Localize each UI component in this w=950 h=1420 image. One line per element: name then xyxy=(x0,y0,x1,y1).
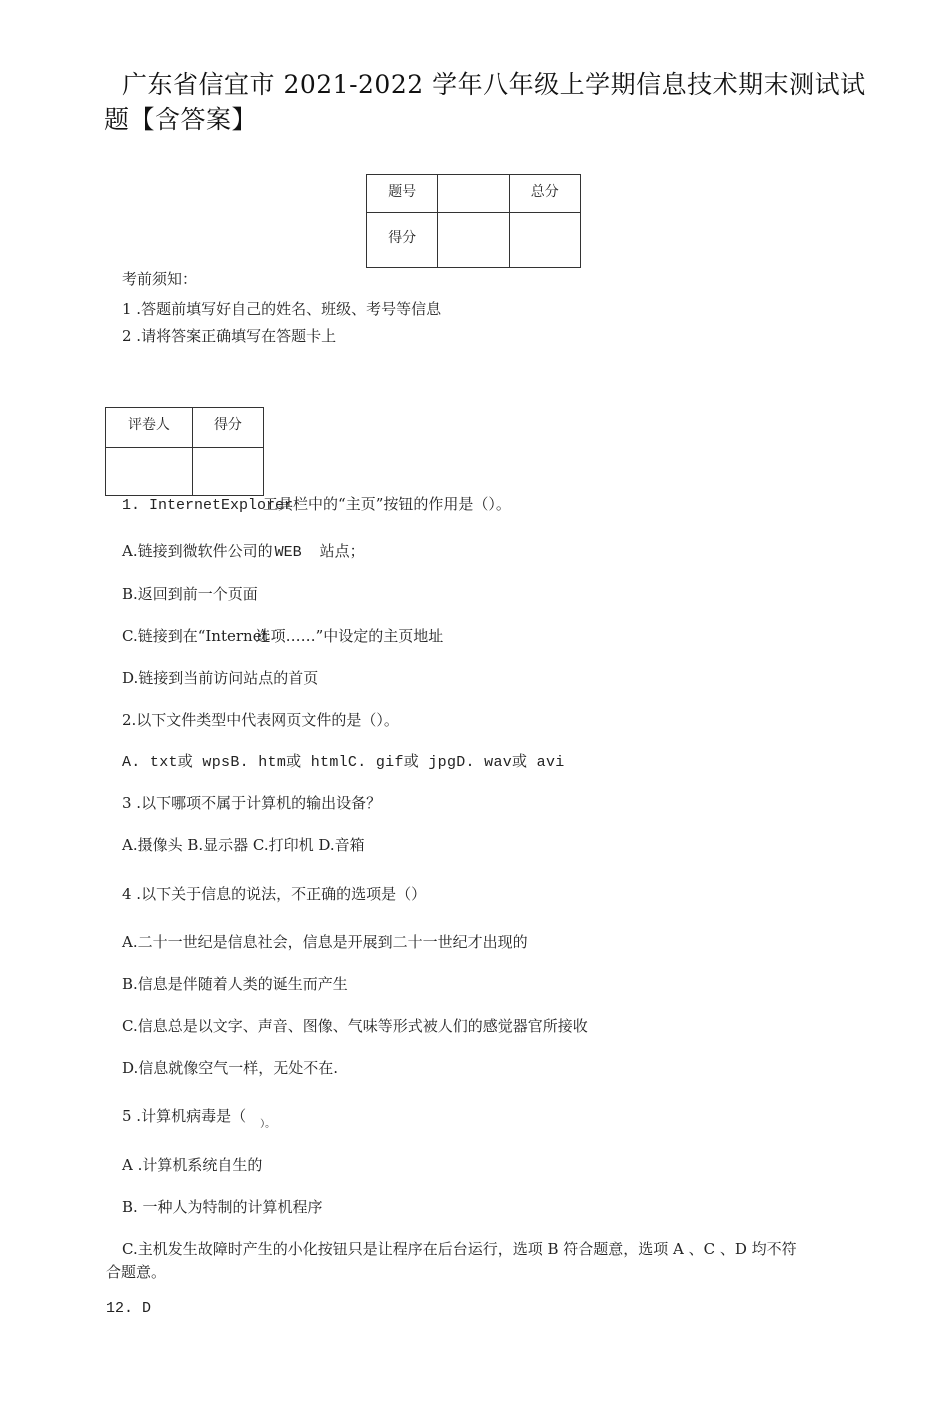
grader-table-cell xyxy=(192,448,263,496)
question-5-option-c-line-1: C.主机发生故障时产生的小化按钮只是让程序在后台运行，选项 B 符合题意，选项 A 、C 、D 均不符 xyxy=(122,1240,797,1258)
grader-table-label-score: 得分 xyxy=(192,408,263,448)
question-4-option-d: D.信息就像空气一样，无处不在. xyxy=(122,1059,339,1077)
question-1-option-a xyxy=(122,540,365,561)
score-table-cell xyxy=(438,213,509,268)
option-a-text: A.链接到微软件公司的 xyxy=(122,542,273,560)
question-5-option-b: B. 一种人为特制的计算机程序 xyxy=(122,1198,323,1216)
grader-table xyxy=(105,407,264,496)
score-table-cell xyxy=(509,213,580,268)
score-table xyxy=(366,174,581,268)
score-table-cell xyxy=(438,175,509,213)
option-a-suffix: 站点； xyxy=(319,542,365,560)
question-1-option-c xyxy=(122,625,443,646)
question-4: 4 .以下关于信息的说法，不正确的选项是（） xyxy=(122,885,427,903)
question-1-prefix: 1. InternetExplorer xyxy=(122,497,294,514)
question-3-options: A.摄像头 B.显示器 C.打印机 D.音箱 xyxy=(122,836,365,854)
grader-table-cell xyxy=(106,448,193,496)
question-5-option-c-line-2: 合题意。 xyxy=(106,1263,167,1281)
question-2: 2.以下文件类型中代表网页文件的是（）。 xyxy=(122,711,399,729)
question-1-option-d: D.链接到当前访问站点的首页 xyxy=(122,669,319,687)
document-title-line-1: 广东省信宜市 2021-2022 学年八年级上学期信息技术期末测试试 xyxy=(122,70,866,99)
question-1-option-b: B.返回到前一个页面 xyxy=(122,585,258,603)
score-table-label-score: 得分 xyxy=(367,213,438,268)
answer-12: 12. D xyxy=(106,1300,152,1317)
question-5-suffix: ）。 xyxy=(260,1119,276,1130)
notice-item-1: 1 .答题前填写好自己的姓名、班级、考号等信息 xyxy=(122,300,442,318)
question-4-option-b: B.信息是伴随着人类的诞生而产生 xyxy=(122,975,348,993)
score-table-label-total: 总分 xyxy=(509,175,580,213)
option-c-mid: 选项…… xyxy=(255,627,316,645)
question-5-option-a: A .计算机系统自生的 xyxy=(122,1156,263,1174)
score-table-label-question-no: 题号 xyxy=(367,175,438,213)
question-4-option-a: A.二十一世纪是信息社会，信息是开展到二十一世纪才出现的 xyxy=(122,933,528,951)
grader-table-label-grader: 评卷人 xyxy=(106,408,193,448)
question-5-text: 5 .计算机病毒是（ xyxy=(122,1107,247,1125)
option-c-suffix: ”中设定的主页地址 xyxy=(315,627,444,645)
question-5 xyxy=(122,1105,276,1130)
option-c-prefix: C.链接到在“Internet xyxy=(122,627,268,645)
question-4-option-c: C.信息总是以文字、声音、图像、气味等形式被人们的感觉器官所接收 xyxy=(122,1017,588,1035)
document-title-line-2: 题【含答案】 xyxy=(104,105,258,134)
question-2-options: A. txt或 wpsB. htm或 htmlC. gif或 jpgD. wav或 avi xyxy=(122,754,565,771)
notice-item-2: 2 .请将答案正确填写在答题卡上 xyxy=(122,327,337,345)
question-1-text: 工具栏中的“主页”按钮的作用是（）。 xyxy=(263,495,511,513)
option-a-code: WEB xyxy=(274,544,302,561)
notice-heading: 考前须知： xyxy=(122,270,198,288)
question-3: 3 .以下哪项不属于计算机的输出设备？ xyxy=(122,794,382,812)
question-1 xyxy=(122,493,511,514)
